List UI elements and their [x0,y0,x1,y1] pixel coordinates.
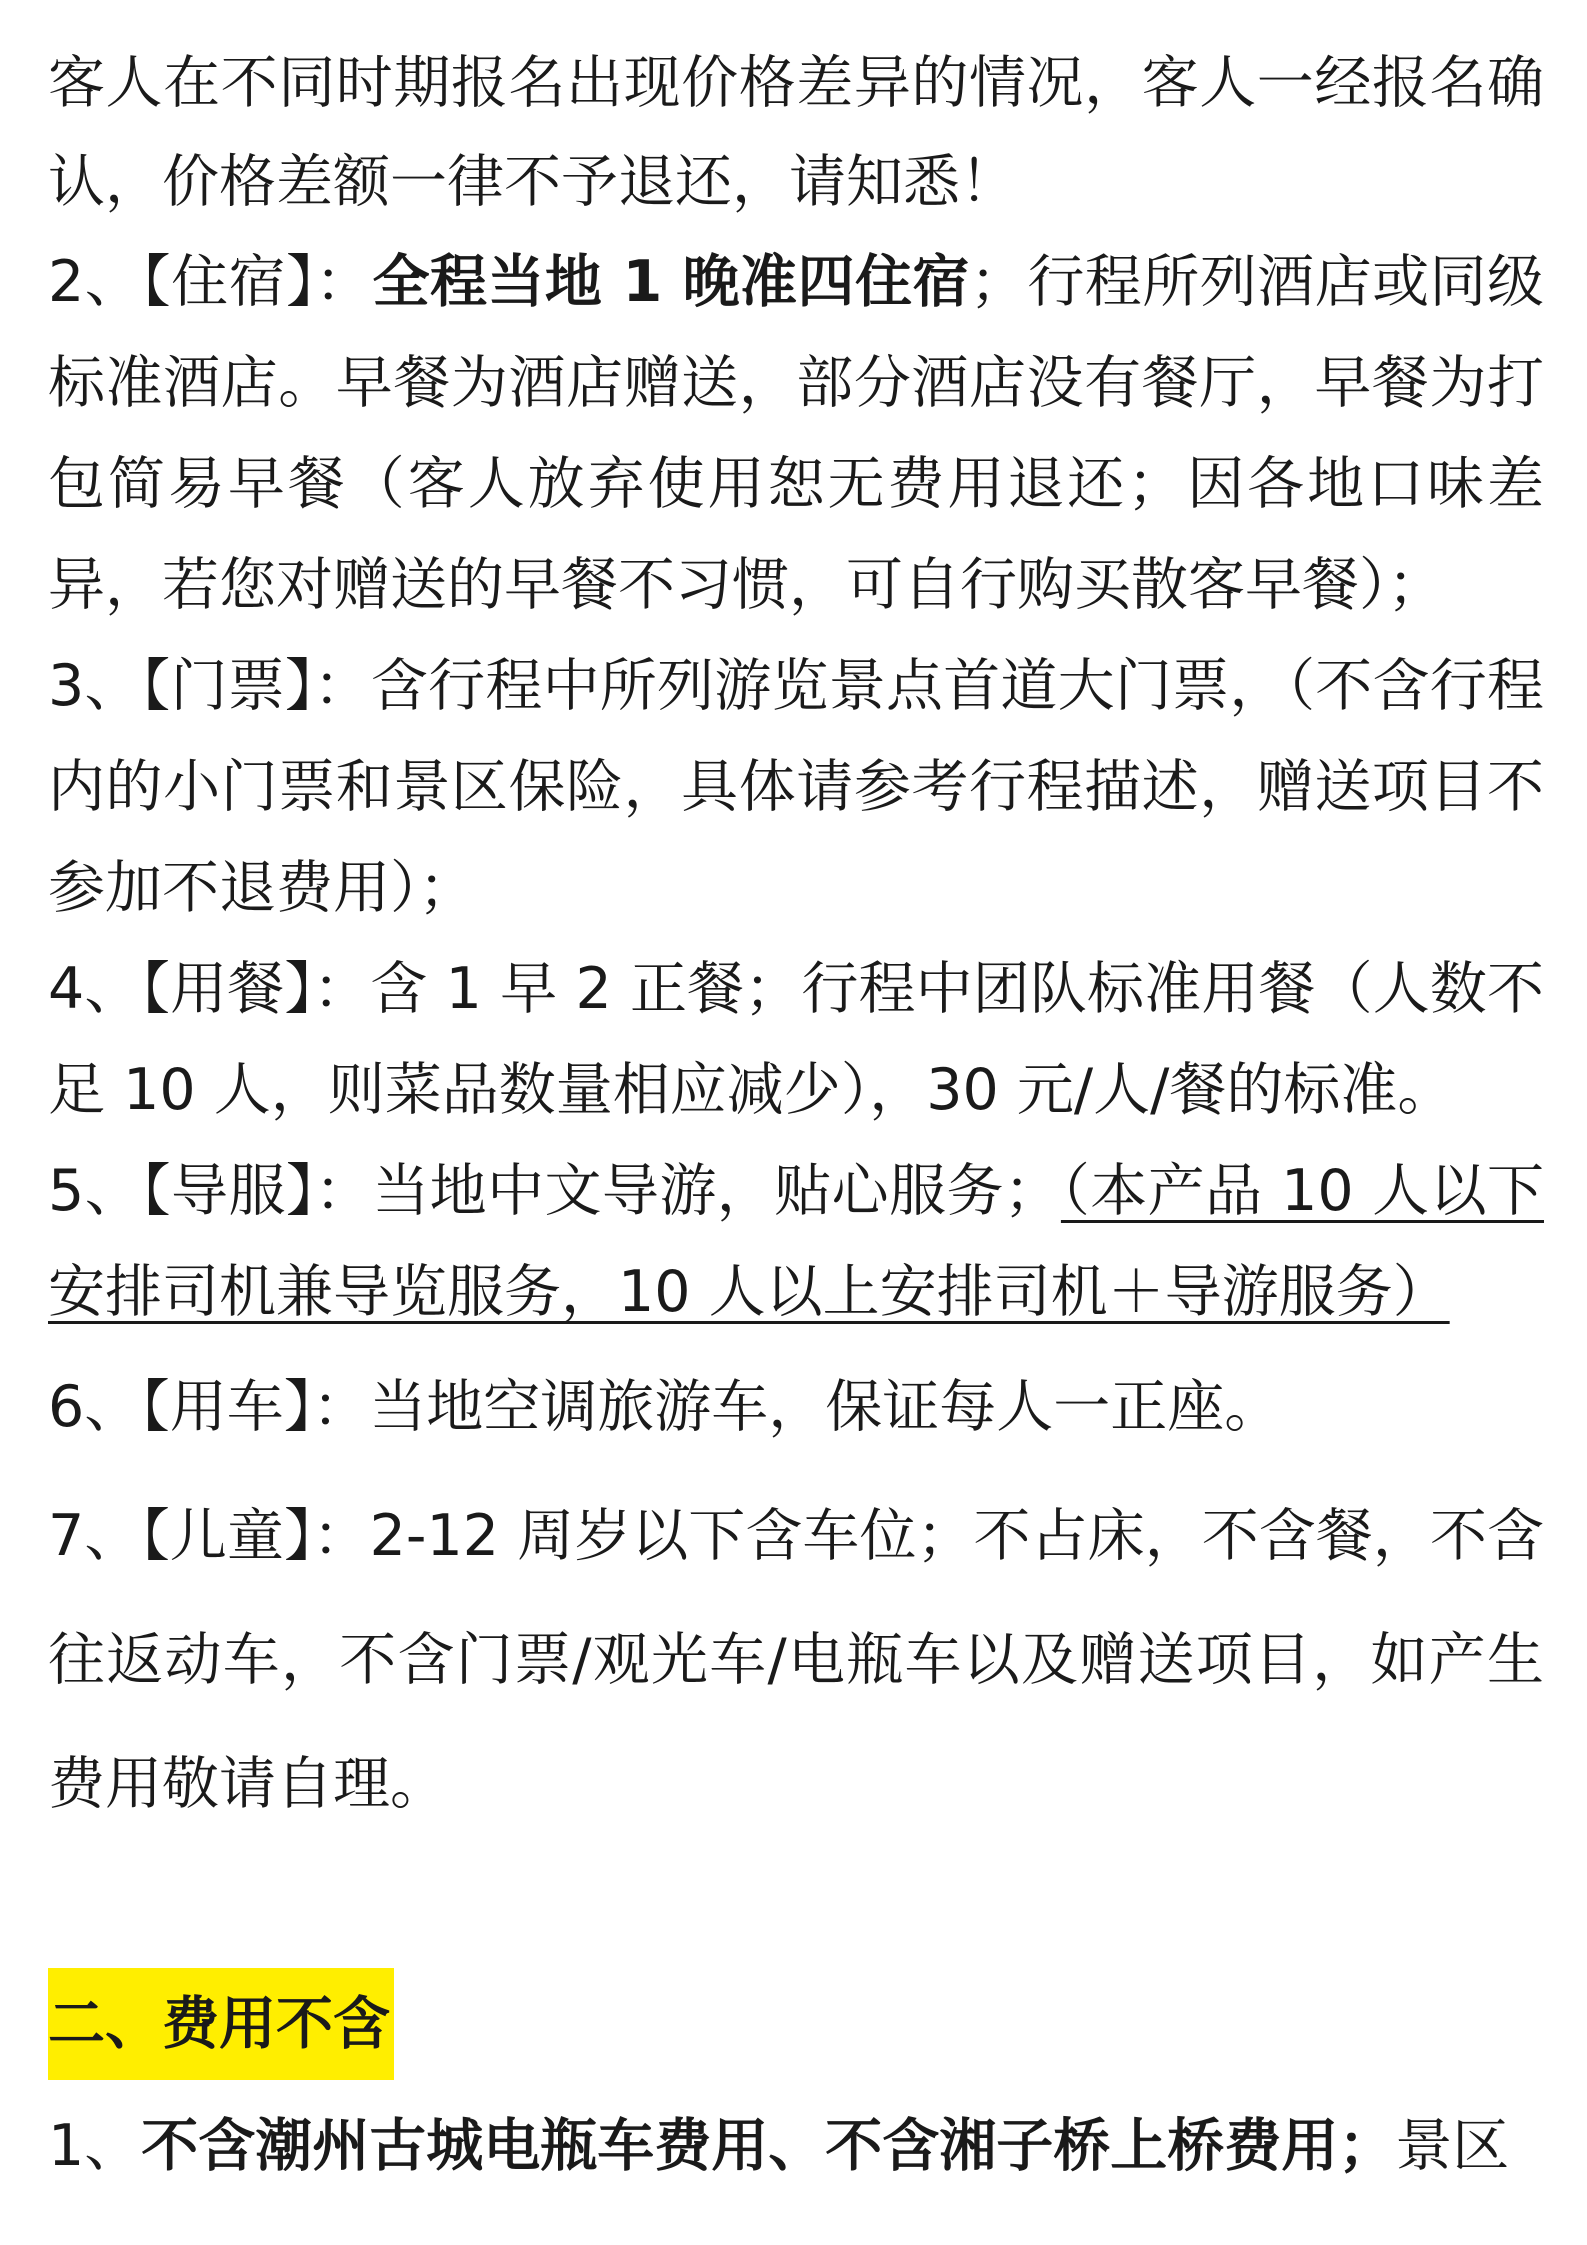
item-accommodation-prefix: 2、【住宿】： [48,249,373,315]
exclusion-item-1-bold: 不含潮州古城电瓶车费用、不含湘子桥上桥费用； [141,2113,1396,2179]
section-heading-wrapper [48,1846,1544,2080]
item-accommodation [48,232,1544,636]
item-transport-text: 6、【用车】：当地空调旅游车，保证每人一正座。 [48,1374,1282,1440]
item-transport [48,1357,1544,1458]
item-children-text: 7、【儿童】：2-12 周岁以下含车位；不占床，不含餐，不含往返动车，不含门票/观光车/电瓶车以及赠送项目，如产生费用敬请自理。 [48,1503,1544,1817]
item-accommodation-bold: 全程当地 1 晚准四住宿 [372,249,970,315]
document-page [48,0,1544,2197]
item-guide-prefix: 5、【导服】：当地中文导游，贴心服务； [48,1158,1061,1224]
section-heading-exclusions: 二、费用不含 [48,1968,394,2080]
item-children [48,1474,1544,1846]
item-meals [48,939,1544,1141]
exclusion-item-1-rest: 景区 [1395,2113,1510,2179]
item-guide [48,1141,1544,1343]
item-accommodation-rest: ；行程所列酒店或同级标准酒店。早餐为酒店赠送，部分酒店没有餐厅，早餐为打包简易早餐（客人放弃使用恕无费用退还；因各地口味差异，若您对赠送的早餐不习惯，可自行购买散客早餐）； [48,249,1544,618]
item-tickets-text: 3、【门票】：含行程中所列游览景点首道大门票，（不含行程内的小门票和景区保险，具体请参考行程描述，赠送项目不参加不退费用）； [48,653,1544,921]
exclusion-item-1-prefix: 1、 [48,2113,142,2179]
intro-paragraph [48,34,1544,232]
intro-text: 客人在不同时期报名出现价格差异的情况，客人一经报名确认，价格差额一律不予退还，请知悉！ [48,50,1544,215]
item-tickets [48,636,1544,939]
item-guide-underlined: （本产品 10 人以下安排司机兼导览服务，10 人以上安排司机＋导游服务） [48,1158,1544,1325]
item-meals-text: 4、【用餐】：含 1 早 2 正餐；行程中团队标准用餐（人数不足 10 人，则菜品数量相应减少），30 元/人/餐的标准。 [48,956,1544,1123]
exclusion-item-1 [48,2096,1544,2197]
